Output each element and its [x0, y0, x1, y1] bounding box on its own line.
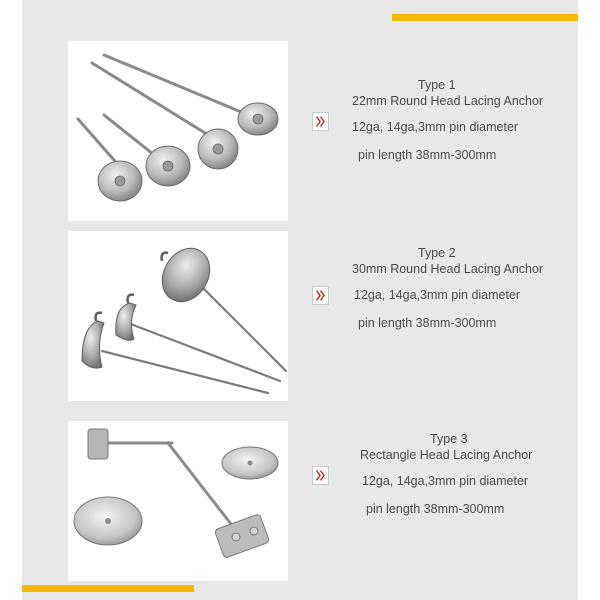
pin-length-text: pin length 38mm-300mm	[358, 316, 497, 330]
pin-diameter-text: 12ga, 14ga,3mm pin diameter	[354, 288, 521, 302]
product-type-label: Type 3	[430, 432, 468, 446]
chevron-right-icon	[312, 466, 329, 485]
product-photo-type-3	[68, 421, 288, 581]
pin-diameter-text: 12ga, 14ga,3mm pin diameter	[362, 474, 529, 488]
product-photo-type-1	[68, 41, 288, 221]
pin-diameter-text: 12ga, 14ga,3mm pin diameter	[352, 120, 519, 134]
accent-bar-bottom	[22, 585, 194, 592]
round-head-lacing-anchor-22mm-image	[68, 41, 288, 221]
chevron-right-icon	[312, 286, 329, 305]
product-name: 30mm Round Head Lacing Anchor	[352, 262, 544, 276]
rectangle-head-lacing-anchor-image	[68, 421, 288, 581]
product-info-type-1	[312, 70, 578, 170]
product-info-type-2	[312, 238, 578, 338]
pin-length-text: pin length 38mm-300mm	[366, 502, 505, 516]
product-type-label: Type 2	[418, 246, 456, 260]
product-name: 22mm Round Head Lacing Anchor	[352, 94, 544, 108]
accent-bar-top	[392, 14, 578, 21]
product-name: Rectangle Head Lacing Anchor	[360, 448, 533, 462]
product-info-type-3	[312, 428, 578, 528]
pin-length-text: pin length 38mm-300mm	[358, 148, 497, 162]
round-head-lacing-anchor-30mm-image	[68, 231, 288, 401]
chevron-right-icon	[312, 112, 329, 131]
product-type-label: Type 1	[418, 78, 456, 92]
product-photo-type-2	[68, 231, 288, 401]
